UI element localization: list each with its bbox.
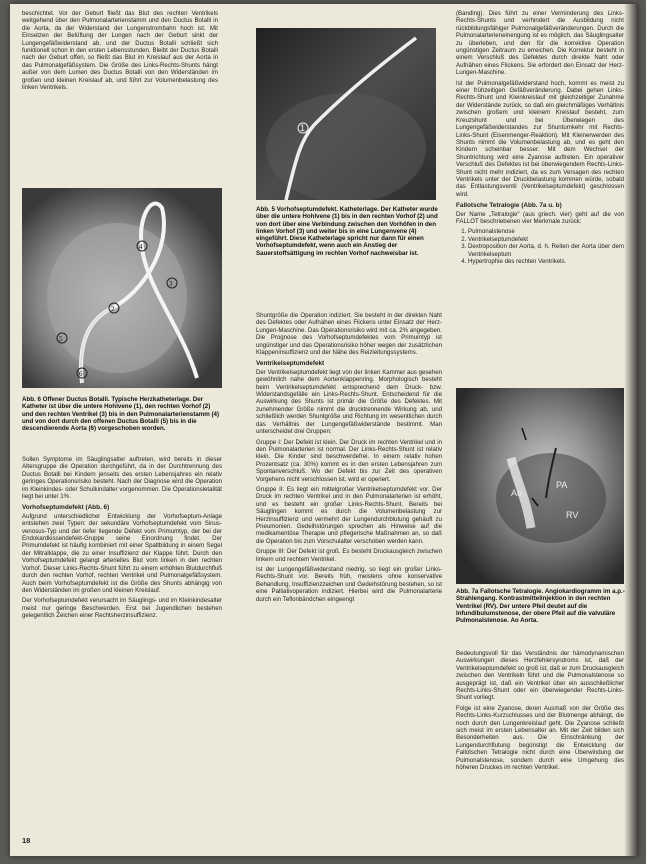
figure-6-xray xyxy=(22,188,222,388)
paragraph: Der Name „Tetralogie“ (aus griech. vier) geht auf die von FALLOT beschriebenen vier Merkmale zurück: xyxy=(456,210,624,225)
col1-top-text xyxy=(22,10,218,166)
paragraph: Ist der Lungengefäßwiderstand niedrig, so liegt ein großer Links-Rechts-Shunt vor. Bereits früh, meistens ohne konservative Behandlung, Insuffizienzzeichen und Gedeihstörung bestehen, so ist eine Palliativoperation indiziert. Hierbei wird die Pulmonalarterie durch ein Teflonbändchen eingeengt xyxy=(256,566,442,603)
section-heading: Ventrikelseptumdefekt xyxy=(256,360,325,368)
figure-7a-caption: Abb. 7a Fallotsche Tetralogie. Angiokardiogramm im a.p.-Strahlengang. Kontrastmittelinjektion in den rechten Ventrikel (RV). Der untere Pfeil deutet auf die Infundibulumstenose, der obere Pfeil auf die valvuläre Pulmonalstenose. Ao Aorta. xyxy=(456,588,625,625)
figure-6-caption: Abb. 6 Offener Ductus Botalli. Typische Herzkatheterlage. Der Katheter ist über die untere Hohlvene (1), den rechten Vorhof (2) und den rechten Ventrikel (3) bis in den Pulmonalarterienstamm (4) und von dort durch den offenen Ductus Botalli (5) bis in die descendierende Aorta (6) vorgeschoben worden. xyxy=(22,396,220,433)
section-heading: Vorhofseptumdefekt (Abb. 6) xyxy=(22,504,110,512)
paragraph: Aufgrund unterschiedlicher Entwicklung der Vorhofseptum-Anlage entstehen zwei Typen: der sekundäre Vorhofseptumdefekt vom Sinus-venosus-Typ und der tiefer liegende Defekt vom Primumtyp, der bei der Endokardkissendefekt-Gruppe seine Einordnung findet. Der Primumdefekt ist häufig kombiniert mit einer Spaltbildung in einem Segel der Mitralklappe, die zu einer Insuffizienz der Klappe führt. Durch den Vorhofseptumdefekt gelangt arterielles Blut vom linken in den rechten Vorhof. Dieser Links-Rechts-Shunt führt zu einem erhöhten Blutdurchfluß durch den rechten Vorhof, rechten Ventrikel und Pulmonalgefäßsystem. Auch beim Vorhofseptumdefekt ist die Größe des Shunts abhängig von den Widerständen im großen und kleinen Kreislauf. xyxy=(22,512,222,594)
paragraph: beschichtet. Vor der Geburt fließt das Blut des rechten Ventrikels weitgehend über den Pulmonalarterienstamm und den Ductus Botalli in die Aorta, da der Widerstand der Lungenstrombahn hoch ist. Mit Einsetzen der Belüftung der Lungen nach der Geburt sinkt der Lungengefäßwiderstand ab, und der Ductus Botalli schließt sich funktionell schon in den ersten Lebensstunden. Bleibt der Ductus Botalli nach der Geburt offen, so fließt das Blut im Kreislauf aus der Aorta in das Pulmonalgefäßsystem. Die Größe des Links-Rechts-Shunts hängt außer von dem Lumen des Ductus Botalli von den Widerständen im großen und kleinen Kreislauf ab, und führt zur Volumenbelastung des linken Ventrikels. xyxy=(22,10,218,92)
fig7-label-pa: PA xyxy=(556,480,568,490)
figure-5-xray xyxy=(256,28,436,200)
fig6-label-5: 5 xyxy=(59,335,63,343)
fig6-label-3: 3 xyxy=(169,280,173,288)
col3-top-text xyxy=(456,10,624,382)
paragraph: Ist der Pulmonalgefäßwiderstand hoch, kommt es meist zu einer frühzeitigen Gefäßveränderung. Dabei gehen Links-Rechts-Shunt und Kleinkreislauf mit gleichzeitiger Zunahme der Widerstände zurück, so daß ein gleichmäßiges Verhältnis zwischen großem und kleinem Kreislauf besteht, zum Kreuzshunt und bei Überwiegen des Lungengefäßwiderstandes zur Shuntumkehr mit Rechts-Links-Shunt (Eisenmenger-Reaktion). Mit Kleinerwerden des Shunts nimmt die Volumenbelastung ab, und es geht den Kindern scheinbar besser. Mit dem Wechsel der Shuntrichtung wird eine Zyanose auftreten. Ein operativer Verschluß des Defektes ist bei überwiegendem Rechts-Links-Shunt nicht mehr indiziert, da es zum Versagen des rechten Ventrikels unter der Druckbelastung kommen würde, sobald das Entlastungsventil (Ventrikelseptumdefekt) geschlossen wird. xyxy=(456,79,624,198)
figure-7a-angiogram xyxy=(456,388,624,584)
list-item: 3. Dextroposition der Aorta, d. h. Reiten der Aorta über dem Ventrikelseptum xyxy=(468,243,624,258)
section-heading: Fallotsche Tetralogie (Abb. 7a u. b) xyxy=(456,202,562,210)
paragraph: Shuntgröße die Operation indiziert. Sie besteht in der direkten Naht des Defektes oder Aufnähen eines Flickens unter Einsatz der Herz-Lungen-Maschine. Das Operationsrisiko wird mit ca. 2% angegeben. Die Prognose des Vorhofseptumdefektes vom Primumtyp ist ungünstiger und das Operationsrisiko höher wegen der zusätzlichen Klappeninsuffizienz und der Nähe des Reizleitungssystems. xyxy=(256,312,442,357)
fig6-label-2: 2 xyxy=(111,305,115,313)
feature-list xyxy=(468,228,624,265)
page-number: 18 xyxy=(22,836,31,845)
fig5-label-1: 1 xyxy=(300,123,306,133)
paragraph: Der Ventrikelseptumdefekt liegt von der linken Kammer aus gesehen gewöhnlich nahe dem Aortenklappenring. Morphologisch besteht beim Ventrikelseptumdefekt entsprechend dem Druck- bzw. Widerstandsgefälle ein Links-Rechts-Shunt. Entscheidend für die Auswirkung des Shunts ist primär die Größe des Defektes. Mit zunehmender Größe nimmt die drucktrennende Wirkung ab, und schließlich werden Shuntgröße und Richtung im wesentlichen durch das Verhältnis der Lungengefäßwiderstände bestimmt. Man unterscheidet drei Gruppen: xyxy=(256,368,442,436)
figure-5-caption: Abb. 5 Vorhofseptumdefekt. Katheterlage. Der Katheter wurde über die untere Hohlvene (1) bis in den rechten Vorhof (2) und von dort über eine Verbindung zwischen den Vorhöfen in den linken Vorhof (3) und weiter bis in eine Lungenvene (4) eingeführt. Diese Katheterlage spricht nur dann für einen Vorhofseptumdefekt, wenn auch ein Anstieg der Sauerstoffsättigung im rechten Vorhof nachweisbar ist. xyxy=(256,206,438,257)
list-item: 1. Pulmonalstenose xyxy=(468,228,624,235)
page-gutter-shadow xyxy=(624,4,638,856)
paragraph: Der Vorhofseptumdefekt verursacht im Säuglings- und im Kleinkindesalter meist nur geringe Beschwerden. Erst bei Jugendlichen bestehen gelegentlich Zeichen einer Rechtsherzinsuffizienz. xyxy=(22,597,222,620)
paragraph: Gruppe I: Der Defekt ist klein. Der Druck im rechten Ventrikel und in den Pulmonalarterien ist normal. Der Links-Rechts-Shunt ist relativ klein. Die Kinder sind beschwerdefrei. In einem relativ hohen Prozentsatz (ca. 30%) kommt es in den ersten Lebensjahren zum Spontanverschluß. Wo der Defekt bis zur Zeit des operativen Vorgehens nicht verschlossen ist, wird er operiert. xyxy=(256,438,442,483)
paragraph: Gruppe III: Der Defekt ist groß. Es besteht Druckausgleich zwischen linkem und rechtem Ventrikel. xyxy=(256,548,442,563)
col3-bottom-text xyxy=(456,650,624,852)
paragraph: Bedeutungsvoll für das Verständnis der hämodynamischen Auswirkungen dieses Herzfehlersyndroms ist, daß der Ventrikelseptumdefekt so groß ist, daß er zum Druckausgleich zwischen den Ventrikeln führt und die Pulmonalstenose so ausgeprägt ist, daß ein Ventrikel über ein ausschließlicher Rechts-Links-Shunt oder ein überwiegender Rechts-Links-Shunt vorliegt. xyxy=(456,650,624,702)
col2-text xyxy=(256,312,442,852)
paragraph: Gruppe II: Es liegt ein mittelgroßer Ventrikelseptumdefekt vor. Der Druck im rechten Ventrikel und in den Pulmonalarterien ist erhöht, und es besteht ein großer Links-Rechts-Shunt. Bereits bei Säuglingen kommt es durch die Volumenbelastung zur Herzinsuffizienz und vermehrt der Lungendurchblutung gehäuft zu Pneumonien. Gedeihstörungen sprechen als Hinweise auf die medikamentöse Therapie und pflegerische Maßnahmen an, so daß die Operation bis zum Vorschulalter verschoben werden kann. xyxy=(256,485,442,545)
list-item: 4. Hypertrophie des rechten Ventrikels. xyxy=(468,258,624,265)
paragraph: (Banding). Dies führt zu einer Verminderung des Links-Rechts-Shunts und verhindert die Ausbildung nicht rückbildungsfähiger Pulmonalgefäßveränderungen. Durch die Pulmonalarterieneinengung ist es möglich, das Säuglingsalter zu überleben, und den für die korrektive Operation ungünstigen Zeitraum zu erreichen. Die Korrektur besteht in einem Verschluß des Defektes durch direkte Naht oder Aufnähen eines Flickens. Sie erfordert den Einsatz der Herz-Lungen-Maschine. xyxy=(456,10,624,77)
list-item: 2. Ventrikelseptumdefekt xyxy=(468,236,624,243)
paragraph: Sollen Symptome im Säuglingsalter auftreten, wird bereits in dieser Altersgruppe die Operation durchgeführt, da in der Durchtrennung des Ductus Botalli bei Kindern jenseits des ersten Lebensjahres ein relativ geringes Operationsrisiko besteht. Nach der Diagnose wird die Operation im Kleinkindes- oder Schulkindalter vorgenommen. Die Operationsletalität liegt bei unter 1%. xyxy=(22,456,222,501)
paragraph: Folge ist eine Zyanose, deren Ausmaß von der Größe des Rechts-Links-Kurzschlusses und der Blutmenge abhängt, die noch durch den Lungenkreislauf geht. Die Zyanose schließt sich meist im ersten Lebensalter an. Mit der Zeit bilden sich Besonderheiten aus. Die Einschränkung der Lungendurchflutung begünstigt die Entwicklung der Fallotschen Tetralogie nicht durch eine Überwindung der Pulmonalstenose, sondern durch eine Umgehung des höheren Druckes im rechten Ventrikel. xyxy=(456,704,624,772)
fig7-label-ao: Ao xyxy=(511,488,523,498)
fig6-label-6: 6 xyxy=(79,370,83,378)
book-page xyxy=(10,4,638,856)
col1-bottom-text xyxy=(22,456,222,826)
fig6-label-4: 4 xyxy=(139,243,143,251)
fig7-label-rv: RV xyxy=(566,510,579,520)
